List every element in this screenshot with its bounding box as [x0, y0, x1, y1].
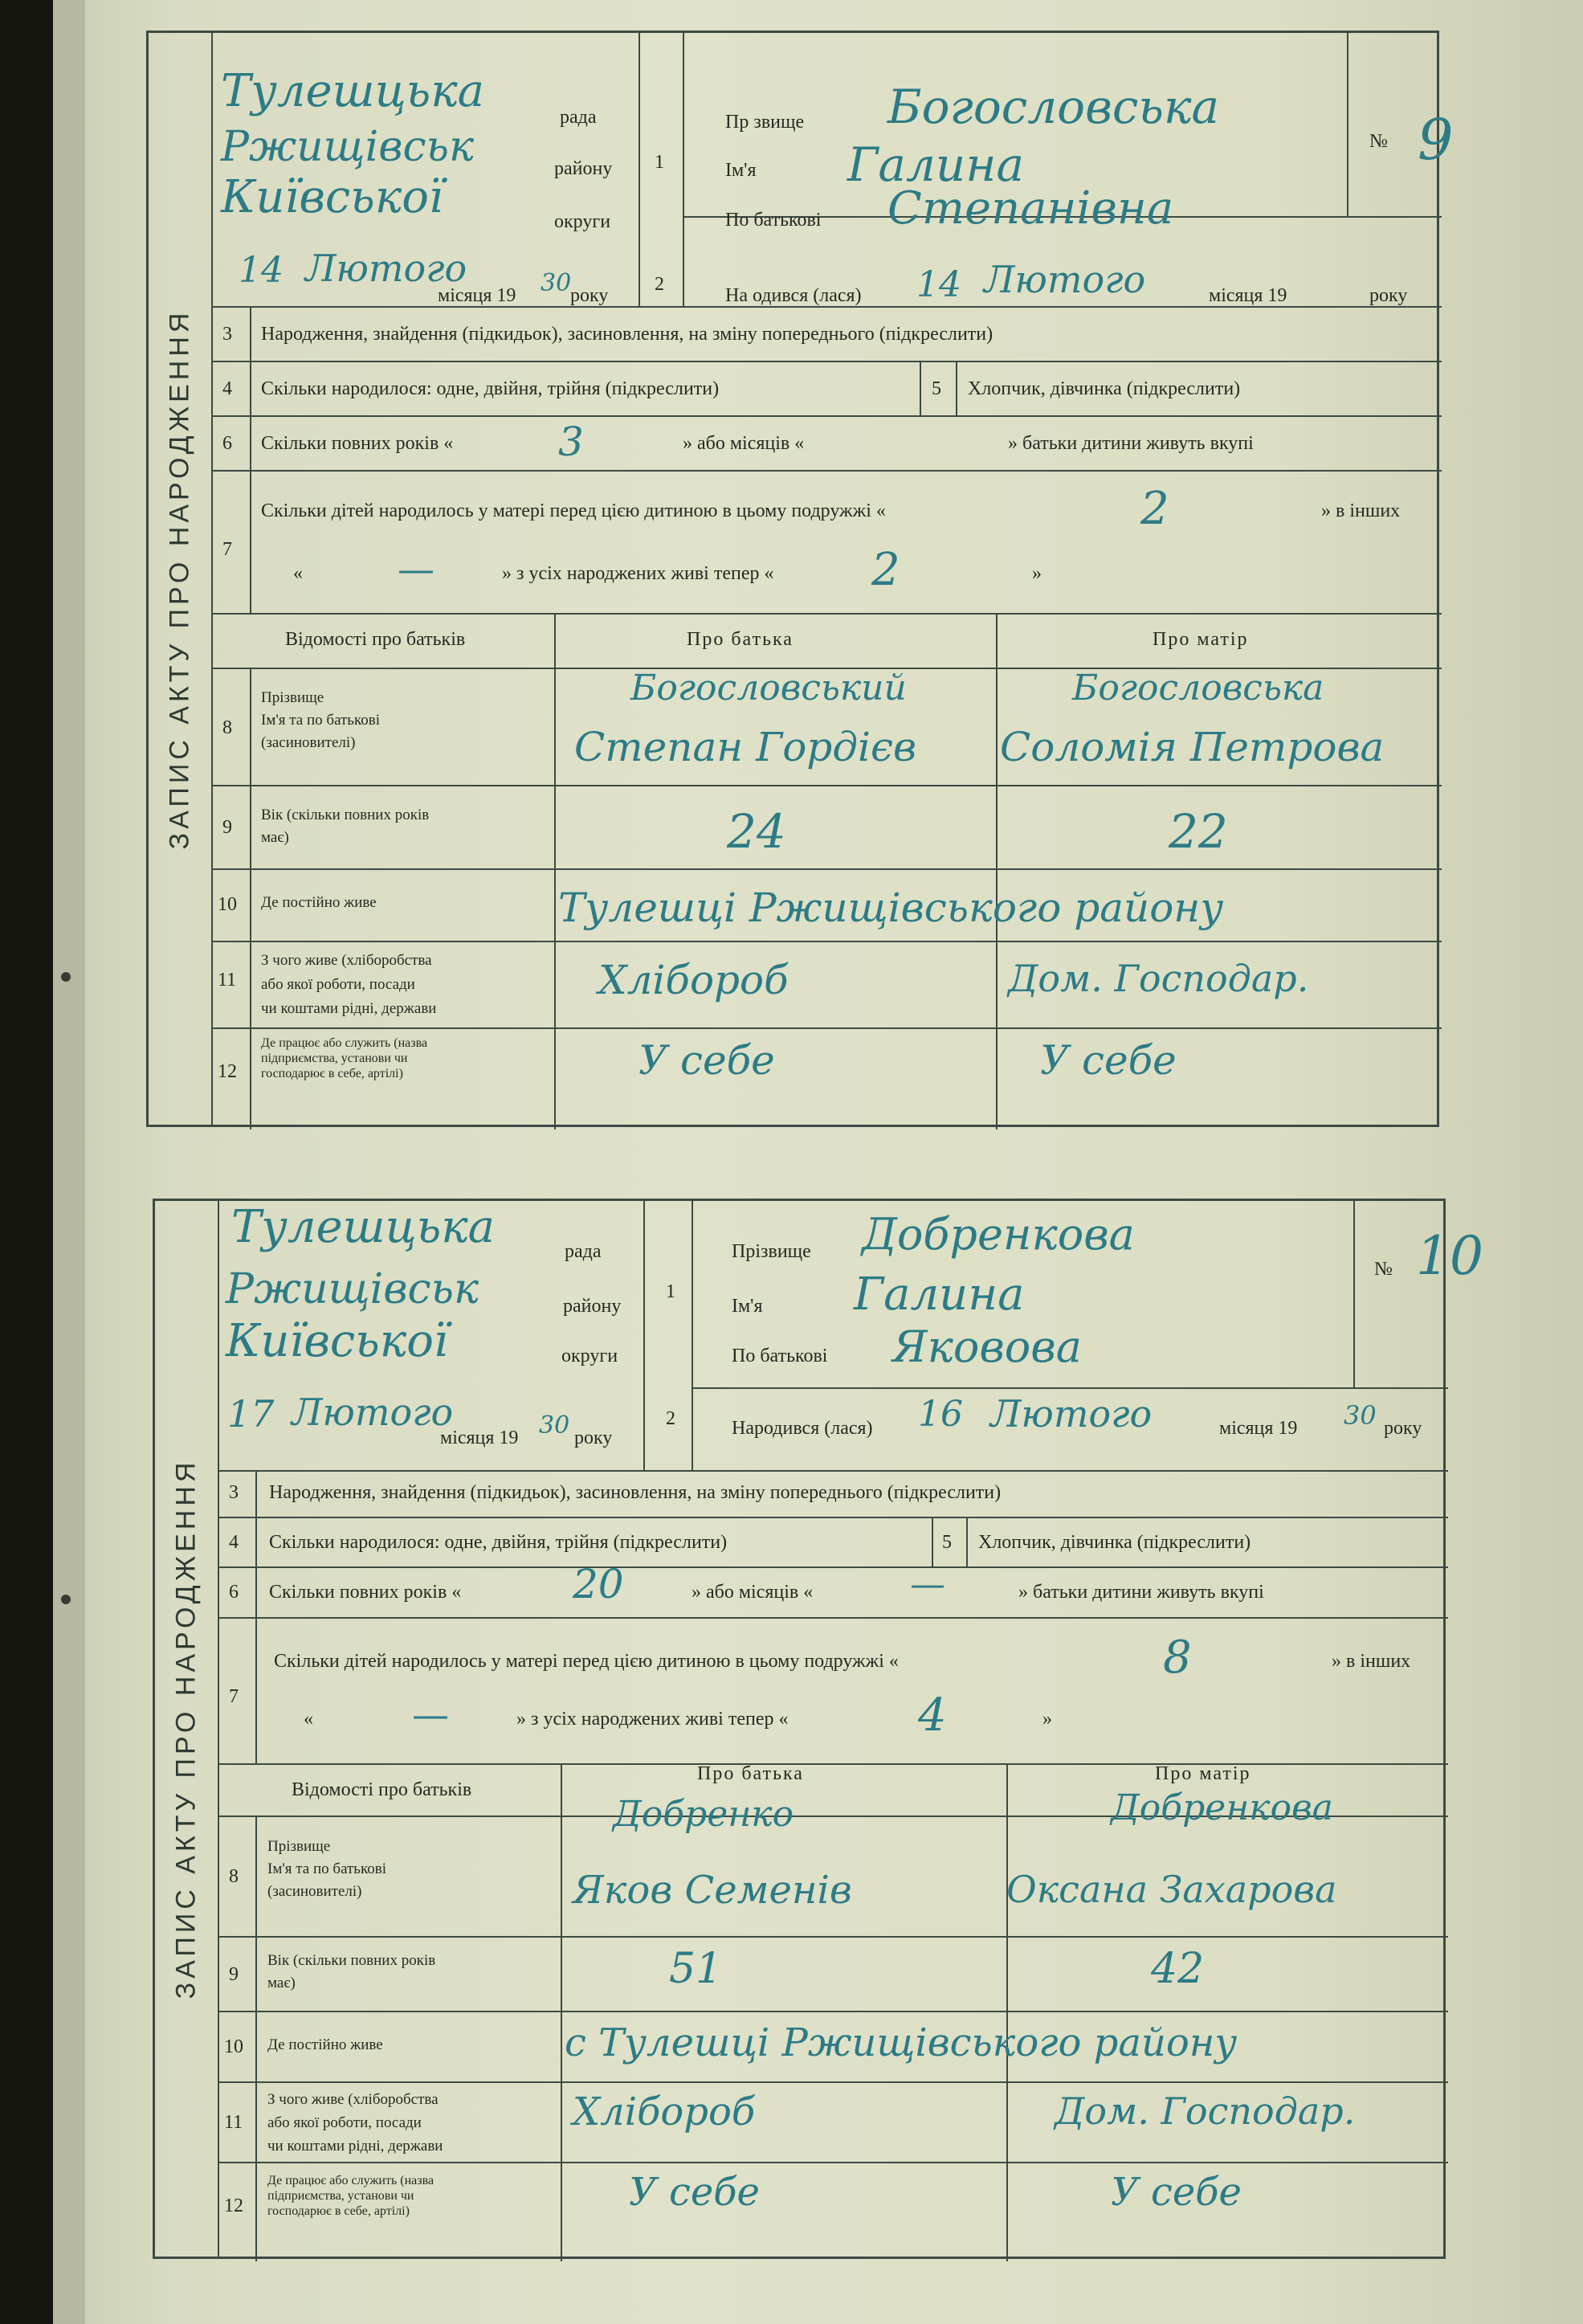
birth-record-form-10: [153, 1199, 1483, 2259]
1: 2: [655, 274, 664, 295]
misyatsya: місяця 19: [440, 1427, 519, 1448]
table-rule: [1347, 33, 1348, 216]
row11: З чого живе (хліборобства або якої роботи, посади чи коштами рідні, держави: [261, 952, 437, 1017]
page-left-edge: [53, 0, 85, 2324]
row6-b: » або місяців «: [683, 433, 805, 454]
row12: Де працює або служить (назва підприємства, установи чи господарює в себе, артілі): [261, 1036, 428, 1080]
kids-other: —: [412, 1693, 449, 1736]
row7-b: » в інших: [1321, 500, 1401, 521]
reg-month: Лютого: [305, 247, 467, 290]
patronymic-handwritten: Степанівна: [887, 182, 1174, 235]
rayonu-label: району: [554, 158, 613, 179]
3: 4: [229, 1532, 239, 1553]
reg-month: Лютого: [292, 1391, 454, 1434]
father-header: Про батька: [687, 629, 794, 650]
mother-name: Соломія Петрова: [1000, 724, 1385, 770]
table-rule: [255, 1815, 257, 2261]
table-rule: [213, 868, 1442, 870]
table-rule: [692, 1201, 693, 1470]
table-rule: [219, 2011, 1448, 2012]
patronymic-label: По батькові: [732, 1346, 828, 1366]
0: 1: [666, 1281, 675, 1302]
kids-other: —: [398, 547, 435, 590]
council-handwritten: Тулешцька: [221, 65, 485, 117]
side-title: ЗАПИС АКТУ ПРО НАРОДЖЕННЯ: [170, 1458, 202, 1999]
table-rule: [213, 613, 1442, 615]
table-rule: [219, 1470, 1448, 1472]
mother-header: Про матір: [1155, 1763, 1251, 1784]
row6-c: » батьки дитини живуть вкупі: [1008, 433, 1254, 454]
table-rule: [1006, 1763, 1008, 2261]
residence: с Тулешці Ржищівського району: [565, 2020, 1238, 2065]
reg-day: 14: [239, 250, 284, 291]
6: 7: [222, 539, 232, 560]
table-rule: [255, 1470, 257, 1763]
side-title: ЗАПИС АКТУ ПРО НАРОДЖЕННЯ: [164, 308, 195, 849]
table-rule: [219, 2081, 1448, 2083]
table-rule: [683, 33, 684, 306]
table-rule: [996, 613, 998, 1129]
9: 10: [218, 894, 237, 915]
father-name: Яков Семенів: [573, 1868, 852, 1913]
born-label-b: Народився (лася): [732, 1418, 873, 1439]
name: Галина: [854, 1268, 1025, 1321]
surname-handwritten: Богословська: [887, 80, 1220, 134]
9: 10: [224, 2036, 243, 2057]
row7-d: » з усіх народжених живі тепер «: [516, 1709, 789, 1730]
table-rule: [213, 361, 1442, 362]
table-rule: [213, 470, 1442, 472]
table-rule: [250, 306, 251, 613]
binding-hole: [61, 972, 71, 982]
2: 3: [222, 324, 232, 345]
district: Ржищівськ: [226, 1265, 479, 1313]
mother-surname: Добренкова: [1111, 1787, 1333, 1828]
kids-alive: 4: [918, 1689, 947, 1742]
rada: рада: [565, 1241, 602, 1262]
father-age: 24: [727, 804, 786, 859]
row6-b: » або місяців «: [692, 1582, 814, 1603]
residence-handwritten: Тулешці Ржищівського району: [558, 884, 1224, 931]
row6-a: Скільки повних років «: [261, 433, 454, 454]
7: 8: [229, 1866, 239, 1887]
month-year-label: місяця 19: [438, 285, 516, 306]
mother-work: У себе: [1040, 1037, 1177, 1084]
table-rule: [932, 1517, 933, 1566]
row5: Хлопчик, дівчинка (підкреслити): [978, 1532, 1251, 1553]
table-rule: [956, 361, 957, 415]
table-rule: [554, 613, 556, 1129]
father-surname: Богословський: [630, 668, 907, 709]
birth-month: Лютого: [984, 258, 1146, 301]
row3-label: Народження, знайдення (підкидьок), засиновлення, на зміну попереднього (підкреслити): [261, 324, 993, 345]
row8: Прізвище Ім'я та по батькові (засиновителі): [267, 1838, 386, 1900]
6: 7: [229, 1686, 239, 1707]
father-living: Хлібороб: [598, 957, 789, 1003]
table-rule: [966, 1517, 968, 1566]
row9: Вік (скільки повних років має): [261, 807, 430, 846]
surname: Добренкова: [862, 1209, 1135, 1260]
row7-e: »: [1042, 1709, 1052, 1730]
months: —: [910, 1564, 945, 1605]
birth-day: 14: [916, 264, 961, 305]
parents-header: Відомості про батьків: [285, 629, 466, 650]
father-age: 51: [669, 1945, 723, 1993]
table-rule: [643, 1201, 645, 1470]
okruha-handwritten: Київської: [221, 171, 443, 223]
roku: року: [1369, 285, 1408, 306]
reg-day: 17: [227, 1392, 275, 1436]
table-rule: [639, 33, 640, 306]
10: 11: [218, 970, 237, 990]
roku: року: [574, 1427, 613, 1448]
table-rule: [561, 1763, 562, 2261]
father-header: Про батька: [697, 1763, 804, 1784]
row11: З чого живе (хліборобства або якої роботи, посади чи коштами рідні, держави: [267, 2091, 443, 2154]
name-label: Ім'я: [725, 160, 757, 181]
mother-age: 22: [1169, 804, 1228, 859]
kids-marriage: 8: [1163, 1632, 1192, 1684]
row7-a: Скільки дітей народилось у матері перед цією дитиною в цьому подружжі «: [274, 1651, 899, 1672]
okruhy-label: округи: [554, 211, 611, 232]
row6-c: » батьки дитини живуть вкупі: [1018, 1582, 1264, 1603]
mother-name: Оксана Захарова: [1006, 1868, 1337, 1911]
row6-a: Скільки повних років «: [269, 1582, 462, 1603]
born-label: На одився (лася): [725, 285, 862, 306]
okruha: Київської: [226, 1315, 448, 1367]
4: 5: [942, 1532, 952, 1553]
10: 11: [224, 2112, 243, 2133]
8: 9: [229, 1964, 239, 1985]
5: 6: [222, 433, 232, 454]
number: 10: [1416, 1225, 1483, 1287]
birth-record-form-9: [146, 31, 1454, 1127]
row5-label: Хлопчик, дівчинка (підкреслити): [968, 378, 1241, 399]
1: 2: [666, 1408, 675, 1429]
council: Тулешцька: [231, 1201, 496, 1253]
row7-d: » з усіх народжених живі тепер «: [502, 563, 774, 584]
mother-work: У себе: [1111, 2170, 1242, 2215]
rayonu: району: [563, 1296, 622, 1317]
birth-year: 30: [1344, 1400, 1377, 1431]
surname-label: Пр звище: [725, 112, 805, 133]
table-rule: [692, 1387, 1448, 1389]
kids-alive: 2: [871, 544, 900, 596]
row4: Скільки народилося: одне, двійня, трійня (підкреслити): [269, 1532, 728, 1553]
mother-header: Про матір: [1153, 629, 1249, 650]
table-rule: [219, 1517, 1448, 1518]
number-label: №: [1369, 131, 1388, 152]
side-title: [149, 33, 213, 1125]
row8: Прізвище Ім'я та по батькові (засиновителі): [261, 689, 380, 751]
table-rule: [219, 1566, 1448, 1568]
misyatsya: місяця 19: [1209, 285, 1287, 306]
district-handwritten: Ржищівськ: [221, 123, 475, 171]
name-handwritten: Галина: [847, 137, 1025, 192]
roku-label: року: [570, 285, 609, 306]
table-rule: [213, 1027, 1442, 1029]
2: 3: [229, 1482, 239, 1503]
side-title: [155, 1201, 219, 2257]
father-living: Хлібороб: [573, 2089, 756, 2134]
kids-marriage: 2: [1140, 483, 1169, 535]
mother-living: Дом. Господар.: [1055, 2089, 1356, 2133]
table-rule: [920, 361, 921, 415]
row7-b: » в інших: [1332, 1651, 1411, 1672]
row7-a: Скільки дітей народилось у матері перед цією дитиною в цьому подружжі «: [261, 500, 886, 521]
birth-day: 16: [918, 1394, 963, 1435]
row3: Народження, знайдення (підкидьок), засиновлення, на зміну попереднього (підкреслити): [269, 1482, 1002, 1503]
roku: року: [1384, 1418, 1422, 1439]
mother-living: Дом. Господар.: [1008, 957, 1309, 1000]
misyatsya: місяця 19: [1219, 1418, 1298, 1439]
table-rule: [219, 2162, 1448, 2163]
row9: Вік (скільки повних років має): [267, 1952, 436, 1991]
number-label: №: [1374, 1259, 1393, 1280]
0: 1: [655, 152, 664, 173]
table-rule: [213, 415, 1442, 417]
birth-month: Лютого: [990, 1392, 1153, 1436]
mother-age: 42: [1151, 1945, 1205, 1993]
okruhy: округи: [561, 1346, 618, 1366]
3: 4: [222, 378, 232, 399]
table-rule: [219, 1936, 1448, 1938]
parents-header: Відомості про батьків: [292, 1779, 472, 1800]
patronymic-label: По батькові: [725, 210, 822, 231]
rada-label: рада: [560, 107, 597, 128]
father-work: У себе: [629, 2170, 760, 2215]
reg-year: 30: [539, 1411, 570, 1440]
table-rule: [213, 785, 1442, 786]
father-work: У себе: [639, 1037, 775, 1084]
table-rule: [1353, 1201, 1355, 1387]
patronymic: Яковова: [892, 1321, 1082, 1372]
name-label: Ім'я: [732, 1296, 763, 1317]
years: 3: [558, 419, 584, 465]
table-rule: [219, 1763, 1448, 1765]
11: 12: [224, 2195, 243, 2216]
mother-surname: Богословська: [1072, 668, 1324, 709]
row12: Де працює або служить (назва підприємства, установи чи господарює в себе, артілі): [267, 2174, 435, 2218]
table-rule: [250, 668, 251, 1129]
record-number: 9: [1418, 107, 1454, 173]
row10: Де постійно живе: [267, 2036, 383, 2053]
row7-e: »: [1032, 563, 1042, 584]
row10: Де постійно живе: [261, 894, 377, 911]
row4-label: Скільки народилося: одне, двійня, трійня (підкреслити): [261, 378, 720, 399]
7: 8: [222, 717, 232, 738]
5: 6: [229, 1582, 239, 1603]
row7-c: «: [293, 563, 303, 584]
11: 12: [218, 1061, 237, 1082]
row7-c: «: [304, 1709, 313, 1730]
8: 9: [222, 817, 232, 838]
reg-year: 30: [541, 269, 572, 297]
table-rule: [219, 1617, 1448, 1619]
years: 20: [573, 1561, 624, 1607]
binding-hole: [61, 1595, 71, 1604]
father-surname: Добренко: [613, 1794, 794, 1835]
surname-label-b: Прізвище: [732, 1241, 811, 1262]
4: 5: [932, 378, 941, 399]
table-rule: [213, 941, 1442, 942]
father-name: Степан Гордієв: [574, 724, 917, 770]
